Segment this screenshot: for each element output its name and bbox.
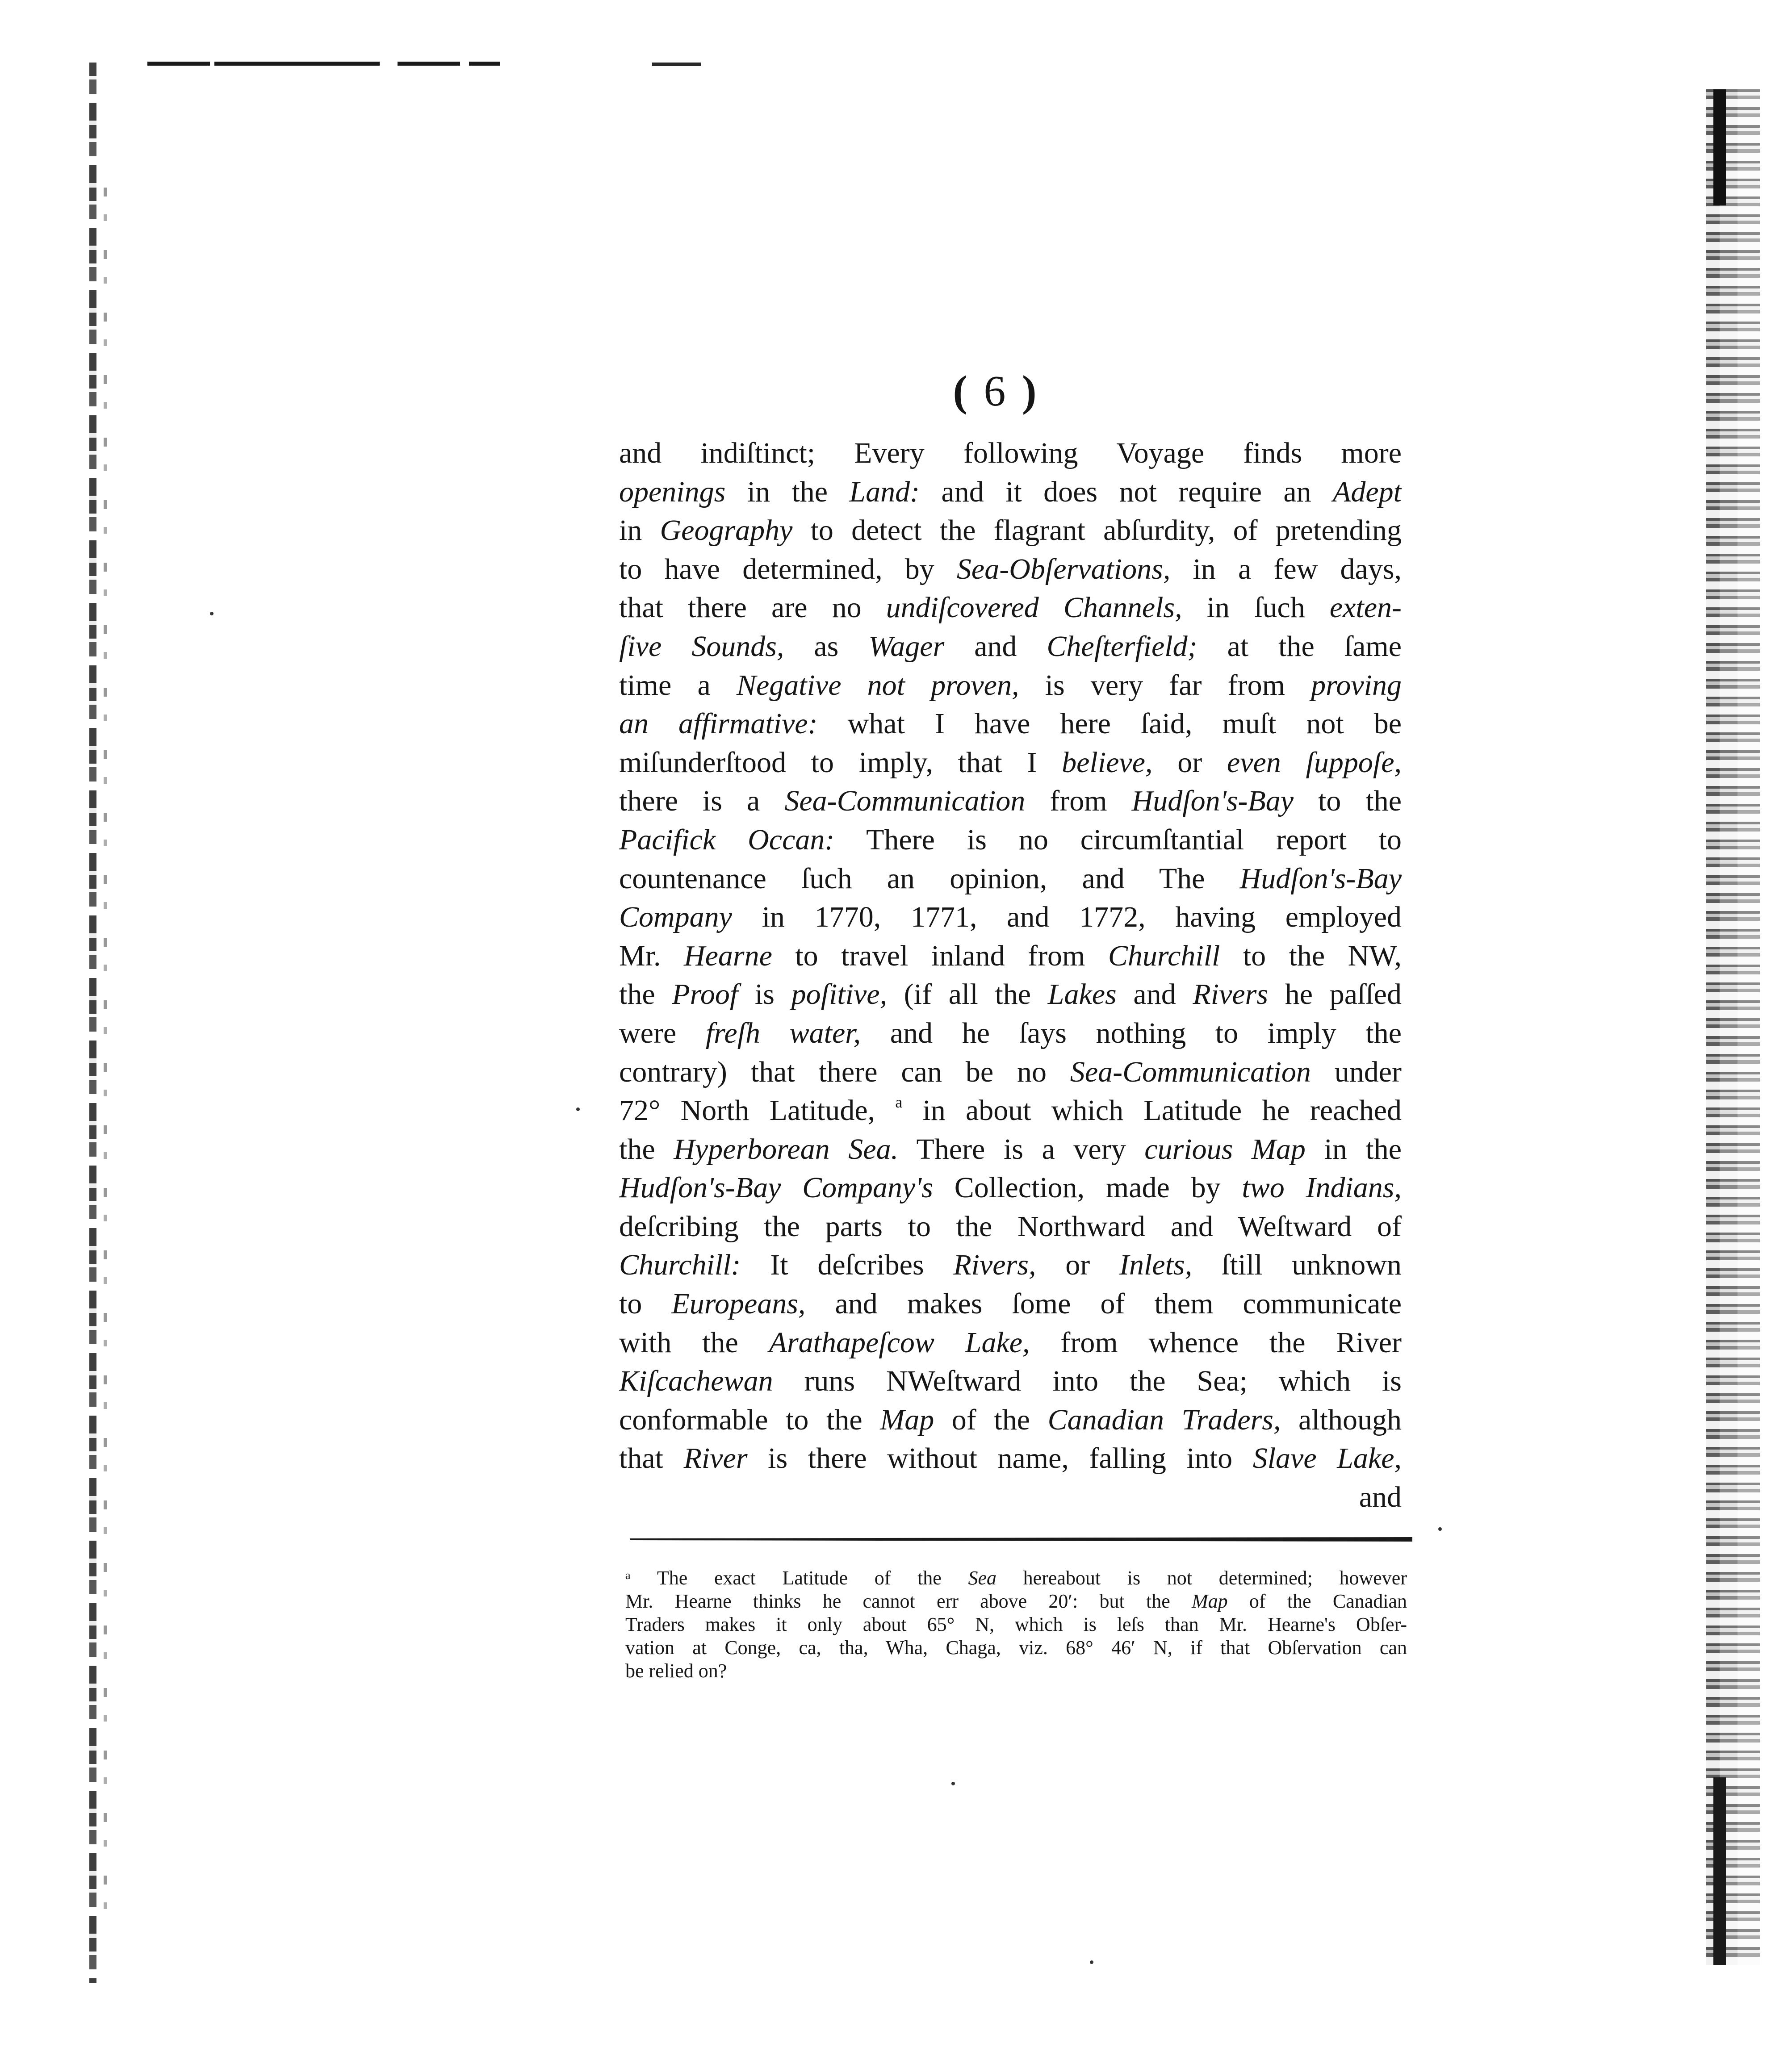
italic-text-segment: an affirmative:: [619, 707, 818, 740]
text-segment: in a few days,: [1170, 552, 1402, 585]
text-segment: (if all the: [887, 978, 1048, 1011]
text-segment: and: [1359, 1481, 1402, 1514]
text-segment: of the Canadian: [1227, 1590, 1407, 1612]
page-number-close-paren: ): [1022, 367, 1039, 415]
text-segment: that there are no: [619, 591, 886, 624]
text-segment: vation at Conge, ca, tha, Wha, Chaga, viz. 68° 46′ N, if that Obſervation can: [625, 1637, 1407, 1659]
body-text-line: [619, 511, 1402, 550]
text-segment: or: [1152, 746, 1227, 779]
text-segment: and makes ſome of them communicate: [805, 1287, 1402, 1321]
italic-text-segment: Arathapeſcow Lake,: [769, 1326, 1030, 1359]
text-segment: to have determined, by: [619, 552, 957, 585]
body-text-line: [619, 1014, 1402, 1053]
body-text-line: [619, 589, 1402, 627]
italic-text-segment: Cheſterfield;: [1047, 630, 1197, 663]
body-text-line: [619, 1401, 1402, 1440]
italic-text-segment: Pacifick Occan:: [619, 823, 835, 856]
italic-text-segment: even ſuppoſe,: [1227, 746, 1402, 779]
text-segment: of the: [934, 1403, 1048, 1436]
text-segment: he paſſed: [1268, 978, 1402, 1011]
text-segment: and: [944, 630, 1047, 663]
italic-text-segment: two Indians,: [1242, 1171, 1402, 1204]
text-segment: from: [1025, 785, 1132, 818]
italic-text-segment: Geography: [660, 514, 793, 547]
text-segment: miſunderſtood to imply, that I: [619, 746, 1062, 779]
italic-text-segment: undiſcovered Channels,: [886, 591, 1182, 624]
text-segment: is there without name, falling into: [747, 1442, 1253, 1475]
text-segment: there is a: [619, 785, 785, 818]
page-number-value: 6: [984, 367, 1009, 415]
page-number-open-paren: (: [953, 367, 970, 415]
text-segment: what I have here ſaid, muſt not be: [817, 707, 1402, 740]
italic-text-segment: Sea-Communication: [784, 785, 1026, 818]
body-text: [619, 434, 1402, 1517]
italic-text-segment: Hudſon's-Bay: [1131, 785, 1294, 818]
body-text-line: [619, 1208, 1402, 1246]
scan-edge-left-binding: [89, 63, 96, 1983]
body-text-line: [619, 975, 1402, 1014]
text-segment: from whence the River: [1030, 1326, 1402, 1359]
italic-text-segment: Hyperborean Sea.: [674, 1132, 899, 1166]
body-text-line: [619, 1285, 1402, 1324]
text-segment: and he ſays nothing to imply the: [861, 1016, 1402, 1049]
text-segment: the: [619, 978, 672, 1011]
italic-text-segment: Proof: [672, 978, 738, 1011]
scan-speck: [210, 612, 214, 615]
body-text-line: [619, 1324, 1402, 1362]
body-text-line: [619, 434, 1402, 473]
body-text-line: [619, 1169, 1402, 1208]
text-segment: the: [619, 1132, 674, 1166]
body-text-line: [619, 898, 1402, 937]
text-segment: countenance ſuch an opinion, and The: [619, 862, 1240, 895]
italic-text-segment: Canadian Traders,: [1047, 1403, 1281, 1436]
scan-speck: [1438, 1527, 1442, 1531]
text-segment: at the ſame: [1197, 630, 1402, 663]
text-segment: Traders makes it only about 65° N, which is leſs than Mr. Hearne's Obſer-: [625, 1613, 1407, 1635]
italic-text-segment: Land:: [849, 475, 920, 508]
italic-text-segment: proving: [1311, 669, 1402, 702]
body-text-line: [619, 937, 1402, 976]
text-segment: contrary) that there can be no: [619, 1055, 1070, 1088]
italic-text-segment: Sea-Obſervations,: [956, 552, 1171, 585]
text-segment: to the: [1294, 785, 1402, 818]
italic-text-segment: Company: [619, 901, 732, 934]
text-segment: There is a very: [898, 1132, 1145, 1166]
italic-text-segment: exten-: [1329, 591, 1402, 624]
text-segment: to the NW,: [1220, 939, 1402, 972]
text-segment: to travel inland from: [772, 939, 1108, 972]
italic-text-segment: Hearne: [683, 939, 772, 972]
scan-speck: [576, 1107, 580, 1111]
body-text-line: [619, 821, 1402, 860]
body-text-line: [619, 1091, 1402, 1130]
text-segment: time a: [619, 669, 737, 702]
italic-text-segment: openings: [619, 475, 726, 508]
page-number: [893, 366, 1099, 416]
footnote-rule: [630, 1537, 1412, 1542]
italic-text-segment: Inlets,: [1119, 1249, 1193, 1282]
footnote-line: [625, 1567, 1407, 1590]
scan-speck: [951, 1782, 955, 1785]
body-text-line: [619, 627, 1402, 666]
text-segment: runs NWeſtward into the Sea; which is: [773, 1365, 1402, 1398]
text-segment: ſtill unknown: [1192, 1249, 1402, 1282]
text-segment: in the: [1305, 1132, 1402, 1166]
body-text-line: [619, 473, 1402, 512]
text-segment: Mr.: [619, 939, 684, 972]
footnote-marker: a: [895, 1093, 903, 1112]
text-segment: in ſuch: [1182, 591, 1330, 624]
footnote-line: [625, 1636, 1407, 1659]
footnote: [625, 1567, 1407, 1683]
text-segment: It deſcribes: [741, 1249, 954, 1282]
italic-text-segment: Negative not proven,: [736, 669, 1019, 702]
text-segment: although: [1281, 1403, 1402, 1436]
text-segment: in: [619, 514, 660, 547]
body-text-line: [619, 1478, 1402, 1517]
text-segment: hereabout is not determined; however: [996, 1567, 1407, 1589]
text-segment: that: [619, 1442, 684, 1475]
scan-edge-right-shadow: [1706, 89, 1760, 1965]
scan-speck: [1090, 1960, 1093, 1964]
text-segment: Mr. Hearne thinks he cannot err above 20′: but the: [625, 1590, 1192, 1612]
text-segment: There is no circumſtantial report to: [834, 823, 1402, 856]
italic-text-segment: Wager: [868, 630, 945, 663]
italic-text-segment: Slave Lake,: [1252, 1442, 1402, 1475]
italic-text-segment: Kiſcachewan: [619, 1365, 773, 1398]
body-text-line: [619, 666, 1402, 705]
italic-text-segment: Hudſon's-Bay Company's: [619, 1171, 933, 1204]
text-segment: and: [1116, 978, 1193, 1011]
body-text-line: [619, 782, 1402, 821]
scan-edge-right-bar-top: [1713, 89, 1726, 205]
text-segment: ᵃ The exact Latitude of the: [625, 1567, 968, 1589]
text-segment: deſcribing the parts to the Northward and Weſtward of: [619, 1210, 1402, 1243]
text-segment: in 1770, 1771, and 1772, having employed: [732, 901, 1402, 934]
body-text-line: [619, 1130, 1402, 1169]
italic-text-segment: Hudſon's-Bay: [1239, 862, 1402, 895]
text-segment: be relied on?: [625, 1660, 727, 1682]
body-text-line: [619, 550, 1402, 589]
text-segment: in about which Latitude he reached: [902, 1094, 1402, 1127]
text-segment: in the: [725, 475, 850, 508]
italic-text-segment: ſive Sounds,: [619, 630, 784, 663]
text-segment: 72° North Latitude,: [619, 1094, 896, 1127]
italic-text-segment: Rivers,: [953, 1249, 1036, 1282]
body-text-line: [619, 705, 1402, 744]
footnote-line: [625, 1659, 1407, 1683]
italic-text-segment: Churchill: [1108, 939, 1220, 972]
text-segment: under: [1311, 1055, 1402, 1088]
body-text-line: [619, 1053, 1402, 1092]
text-segment: to detect the flagrant abſurdity, of pretending: [792, 514, 1402, 547]
italic-text-segment: Adept: [1333, 475, 1402, 508]
italic-text-segment: Map: [1192, 1590, 1228, 1612]
italic-text-segment: freſh water,: [705, 1016, 861, 1049]
scan-edge-top-rule: [147, 62, 500, 66]
italic-text-segment: Sea: [968, 1567, 996, 1589]
italic-text-segment: curious Map: [1144, 1132, 1306, 1166]
italic-text-segment: poſitive,: [791, 978, 888, 1011]
italic-text-segment: Map: [880, 1403, 934, 1436]
italic-text-segment: Europeans,: [671, 1287, 806, 1321]
italic-text-segment: Rivers: [1193, 978, 1269, 1011]
text-segment: is very far from: [1019, 669, 1311, 702]
text-segment: and it does not require an: [920, 475, 1333, 508]
text-segment: conformable to the: [619, 1403, 880, 1436]
body-text-line: [619, 1439, 1402, 1478]
text-segment: is: [738, 978, 791, 1011]
text-segment: were: [619, 1016, 706, 1049]
italic-text-segment: Lakes: [1047, 978, 1117, 1011]
italic-text-segment: believe,: [1062, 746, 1153, 779]
text-segment: with the: [619, 1326, 769, 1359]
body-text-line: [619, 744, 1402, 782]
text-segment: and indiſtinct; Every following Voyage finds more: [619, 437, 1402, 469]
italic-text-segment: Churchill:: [619, 1249, 741, 1282]
scan-edge-left-shadow: [104, 188, 107, 1929]
italic-text-segment: River: [683, 1442, 748, 1475]
text-segment: Collection, made by: [933, 1171, 1242, 1204]
body-text-line: [619, 1246, 1402, 1285]
scan-edge-top-mark: [652, 63, 701, 66]
italic-text-segment: Sea-Communication: [1070, 1055, 1311, 1088]
text-segment: or: [1036, 1249, 1119, 1282]
text-segment: as: [784, 630, 869, 663]
text-segment: to: [619, 1287, 672, 1321]
footnote-line: [625, 1590, 1407, 1613]
scan-edge-right-bar-bottom: [1713, 1777, 1726, 1965]
body-text-line: [619, 1362, 1402, 1401]
body-text-line: [619, 860, 1402, 898]
footnote-line: [625, 1613, 1407, 1636]
